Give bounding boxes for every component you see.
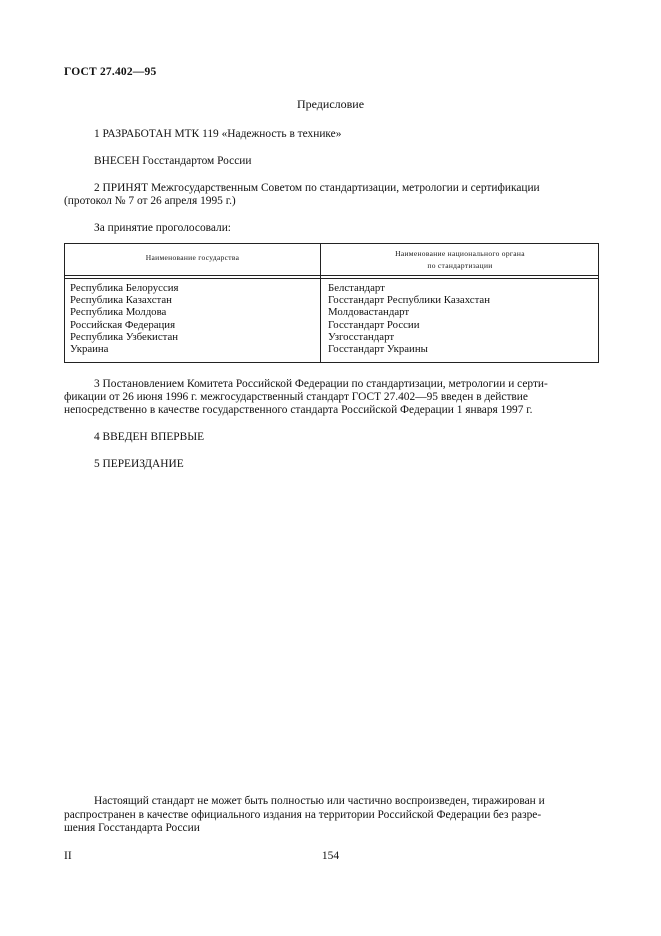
table-cell-state: Российская Федерация [70, 318, 176, 331]
decree-paragraph-line3: непосредственно в качестве государственного стандарта Российской Федерации 1 января 1997 г. [64, 404, 533, 416]
table-cell-body: Узгосстандарт [328, 330, 395, 343]
roman-page-number: II [64, 850, 72, 862]
page-title: Предисловие [296, 97, 365, 111]
table-column-states [70, 282, 315, 355]
table-header-divider [65, 275, 598, 276]
member-states-table [64, 243, 599, 363]
table-header-state: Наименование государства [145, 253, 240, 262]
reissue-paragraph: 5 ПЕРЕИЗДАНИЕ [94, 458, 184, 470]
adopted-paragraph-line1: 2 ПРИНЯТ Межгосударственным Советом по стандартизации, метрологии и сертификации [94, 182, 540, 194]
table-cell-state: Республика Узбекистан [70, 330, 179, 343]
table-cell-body: Молдовастандарт [328, 306, 410, 319]
table-cell-body: Белстандарт [328, 282, 385, 294]
notice-line1: Настоящий стандарт не может быть полностью или частично воспроизведен, тиражирован и [94, 795, 545, 807]
introduced-paragraph: ВНЕСЕН Госстандартом России [94, 155, 252, 167]
decree-paragraph-line2: фикации от 26 июня 1996 г. межгосударственный стандарт ГОСТ 27.402—95 введен в действие [64, 391, 528, 403]
page-number: 154 [321, 850, 340, 862]
voted-label: За принятие проголосовали: [94, 222, 231, 234]
table-cell-state: Украина [70, 343, 109, 356]
table-header-body-line2: по стандартизации [427, 261, 493, 270]
table-header-body-line1: Наименование национального органа [395, 249, 525, 258]
table-cell-body: Госстандарт Украины [328, 343, 428, 356]
adopted-paragraph-line2: (протокол № 7 от 26 апреля 1995 г.) [64, 195, 236, 207]
table-header-divider-double [65, 278, 598, 279]
table-cell-body: Госстандарт Республики Казахстан [328, 294, 490, 307]
table-cell-state: Республика Белоруссия [70, 282, 179, 294]
document-code: ГОСТ 27.402—95 [64, 66, 157, 78]
table-cell-state: Республика Молдова [70, 306, 167, 319]
notice-line2: распространен в качестве официального издания на территории Российской Федерации без разре- [64, 809, 542, 821]
table-column-bodies [328, 282, 596, 355]
table-cell-state: Республика Казахстан [70, 294, 172, 307]
decree-paragraph-line1: 3 Постановлением Комитета Российской Федерации по стандартизации, метрологии и серти- [94, 378, 548, 390]
table-header-body [321, 248, 599, 272]
notice-line3: шения Госстандарта России [64, 822, 200, 834]
first-time-paragraph: 4 ВВЕДЕН ВПЕРВЫЕ [94, 431, 205, 443]
developed-paragraph: 1 РАЗРАБОТАН МТК 119 «Надежность в технике» [94, 128, 342, 140]
table-cell-body: Госстандарт России [328, 318, 420, 331]
